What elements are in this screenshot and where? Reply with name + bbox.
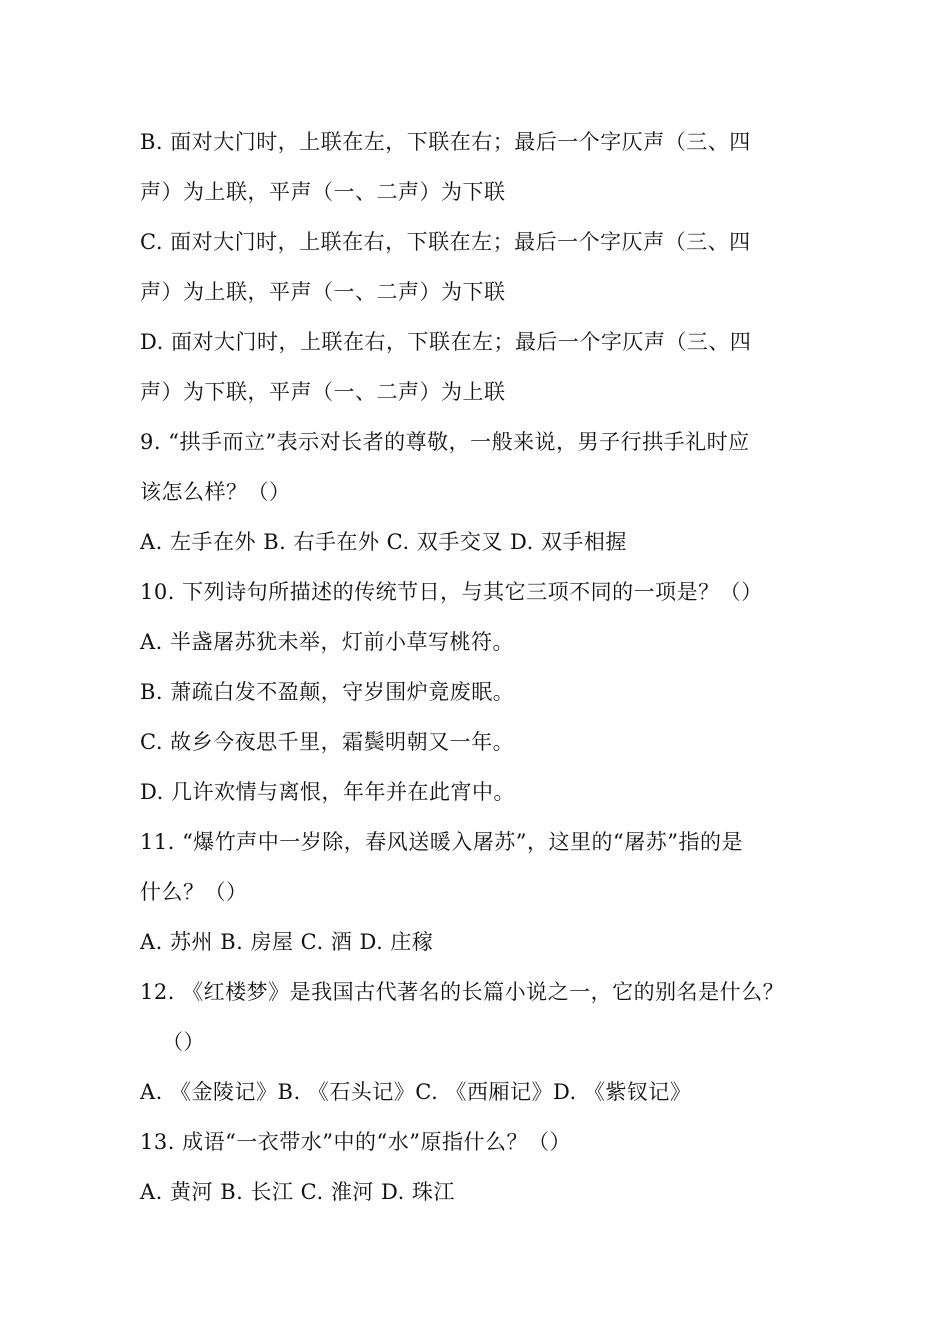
- option-b-line-1: B. 面对大门时，上联在左，下联在右；最后一个字仄声（三、四: [140, 130, 751, 154]
- question-12-line-1: 12. 《红楼梦》是我国古代著名的长篇小说之一，它的别名是什么？: [140, 980, 785, 1004]
- document-body: [140, 117, 820, 1217]
- question-13: 13. 成语“一衣带水”中的“水”原指什么？（）: [140, 1130, 572, 1154]
- question-10-option-c: C. 故乡今夜思千里，霜鬓明朝又一年。: [140, 730, 515, 754]
- question-13-options: A. 黄河 B. 长江 C. 淮河 D. 珠江: [140, 1180, 455, 1204]
- question-12-line-2: （）: [162, 1030, 205, 1054]
- question-12-options: A. 《金陵记》B. 《石头记》C. 《西厢记》D. 《紫钗记》: [140, 1080, 692, 1104]
- question-11-options: A. 苏州 B. 房屋 C. 酒 D. 庄稼: [140, 930, 434, 954]
- question-10: 10. 下列诗句所描述的传统节日，与其它三项不同的一项是？（）: [140, 580, 763, 604]
- question-10-option-b: B. 萧疏白发不盈颠，守岁围炉竟废眠。: [140, 680, 515, 704]
- option-b-line-2: 声）为上联，平声（一、二声）为下联: [140, 180, 506, 204]
- question-9-line-2: 该怎么样？（）: [140, 480, 291, 504]
- option-c-line-2: 声）为上联，平声（一、二声）为下联: [140, 280, 506, 304]
- option-c-line-1: C. 面对大门时，上联在右，下联在左；最后一个字仄声（三、四: [140, 230, 751, 254]
- option-d-line-1: D. 面对大门时，上联在右，下联在左；最后一个字仄声（三、四: [140, 330, 752, 354]
- option-d-line-2: 声）为下联，平声（一、二声）为上联: [140, 380, 506, 404]
- question-10-option-a: A. 半盏屠苏犹未举，灯前小草写桃符。: [140, 630, 515, 654]
- question-10-option-d: D. 几许欢情与离恨，年年并在此宵中。: [140, 780, 515, 804]
- question-11-line-2: 什么？（）: [140, 880, 248, 904]
- question-11-line-1: 11. “爆竹声中一岁除，春风送暖入屠苏”，这里的“屠苏”指的是: [140, 830, 744, 854]
- question-9-line-1: 9. “拱手而立”表示对长者的尊敬，一般来说，男子行拱手礼时应: [140, 430, 750, 454]
- question-9-options: A. 左手在外 B. 右手在外 C. 双手交叉 D. 双手相握: [140, 530, 627, 554]
